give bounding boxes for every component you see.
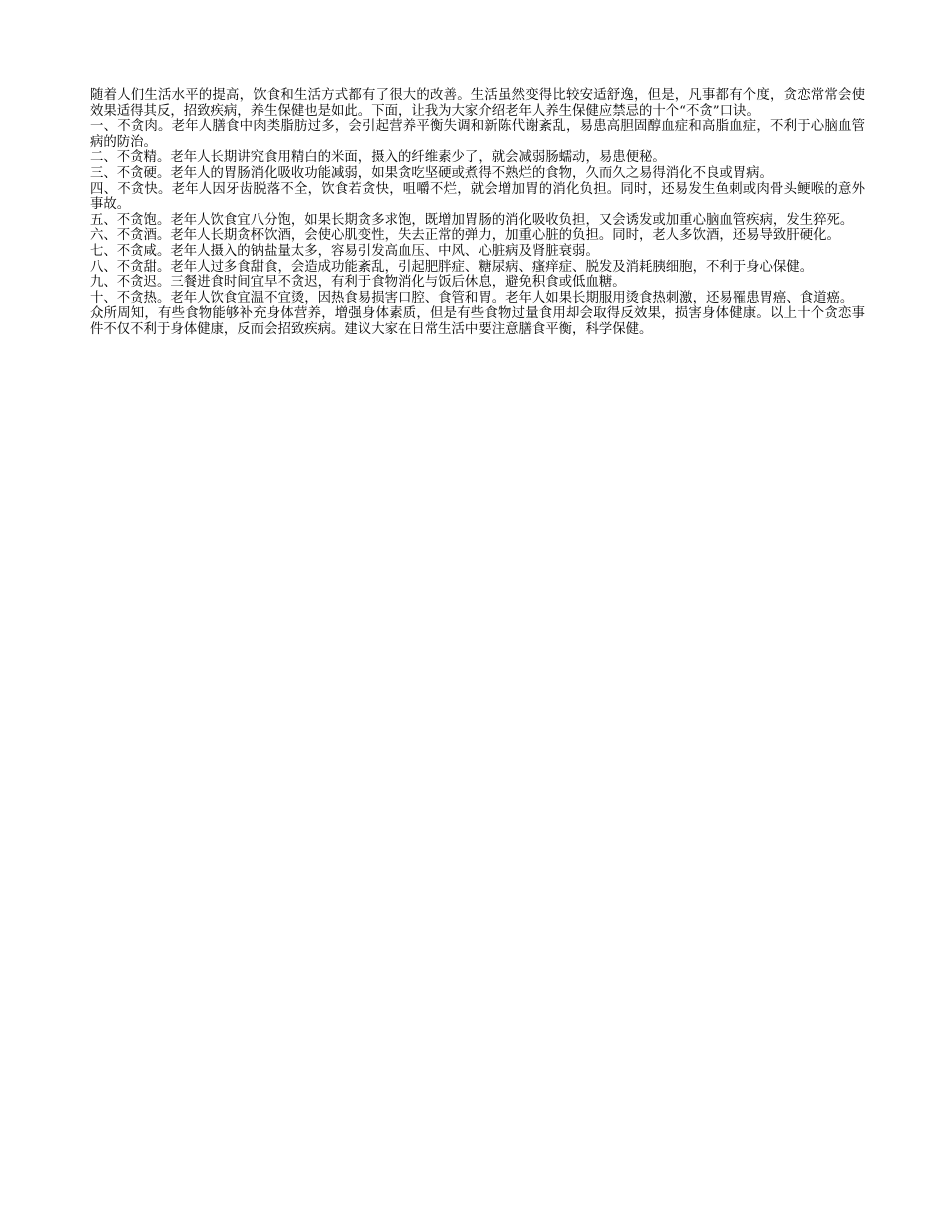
intro-paragraph: 随着人们生活水平的提高，饮食和生活方式都有了很大的改善。生活虽然变得比较安适舒逸，但是，凡事都有个度，贪恋常常会使效果适得其反，招致疾病，养生保健也是如此。下面，让我为大家介绍老年人养生保健应禁忌的十个“不贪”口诀。 xyxy=(90,88,865,119)
rule-1-paragraph: 一、不贪肉。老年人膳食中肉类脂肪过多，会引起营养平衡失调和新陈代谢紊乱，易患高胆固醇血症和高脂血症，不利于心脑血管病的防治。 xyxy=(90,119,865,150)
rule-10-paragraph: 十、不贪热。老年人饮食宜温不宜烫，因热食易损害口腔、食管和胃。老年人如果长期服用烫食热刺激，还易罹患胃癌、食道癌。 xyxy=(90,290,854,306)
rule-3-paragraph: 三、不贪硬。老年人的胃肠消化吸收功能减弱，如果贪吃坚硬或煮得不熟烂的食物，久而久之易得消化不良或胃病。 xyxy=(90,165,773,181)
rule-6-paragraph: 六、不贪酒。老年人长期贪杯饮酒，会使心肌变性，失去正常的弹力，加重心脏的负担。同时，老人多饮酒，还易导致肝硬化。 xyxy=(90,228,840,244)
rule-4-paragraph: 四、不贪快。老年人因牙齿脱落不全，饮食若贪快，咀嚼不烂，就会增加胃的消化负担。同时，还易发生鱼刺或肉骨头鲠喉的意外事故。 xyxy=(90,181,865,213)
rule-8-paragraph: 八、不贪甜。老年人过多食甜食，会造成功能紊乱，引起肥胖症、糖尿病、瘙痒症、脱发及消耗胰细胞，不利于身心保健。 xyxy=(90,259,814,275)
rule-7-paragraph: 七、不贪咸。老年人摄入的钠盐量太多，容易引发高血压、中风、心脏病及肾脏衰弱。 xyxy=(90,243,599,259)
rule-2-paragraph: 二、不贪精。老年人长期讲究食用精白的米面，摄入的纤维素少了，就会减弱肠蠕动，易患便秘。 xyxy=(90,150,666,166)
rule-9-paragraph: 九、不贪迟。三餐进食时间宜早不贪迟，有利于食物消化与饭后休息，避免积食或低血糖。 xyxy=(90,275,626,291)
conclusion-paragraph: 众所周知，有些食物能够补充身体营养，增强身体素质，但是有些食物过量食用却会取得反效果，损害身体健康。以上十个贪恋事件不仅不利于身体健康，反而会招致疾病。建议大家在日常生活中要注意膳食平衡，科学保健。 xyxy=(90,306,865,337)
document-body xyxy=(90,88,865,338)
rule-5-paragraph: 五、不贪饱。老年人饮食宜八分饱，如果长期贪多求饱，既增加胃肠的消化吸收负担，又会诱发或加重心脑血管疾病，发生猝死。 xyxy=(90,212,854,228)
